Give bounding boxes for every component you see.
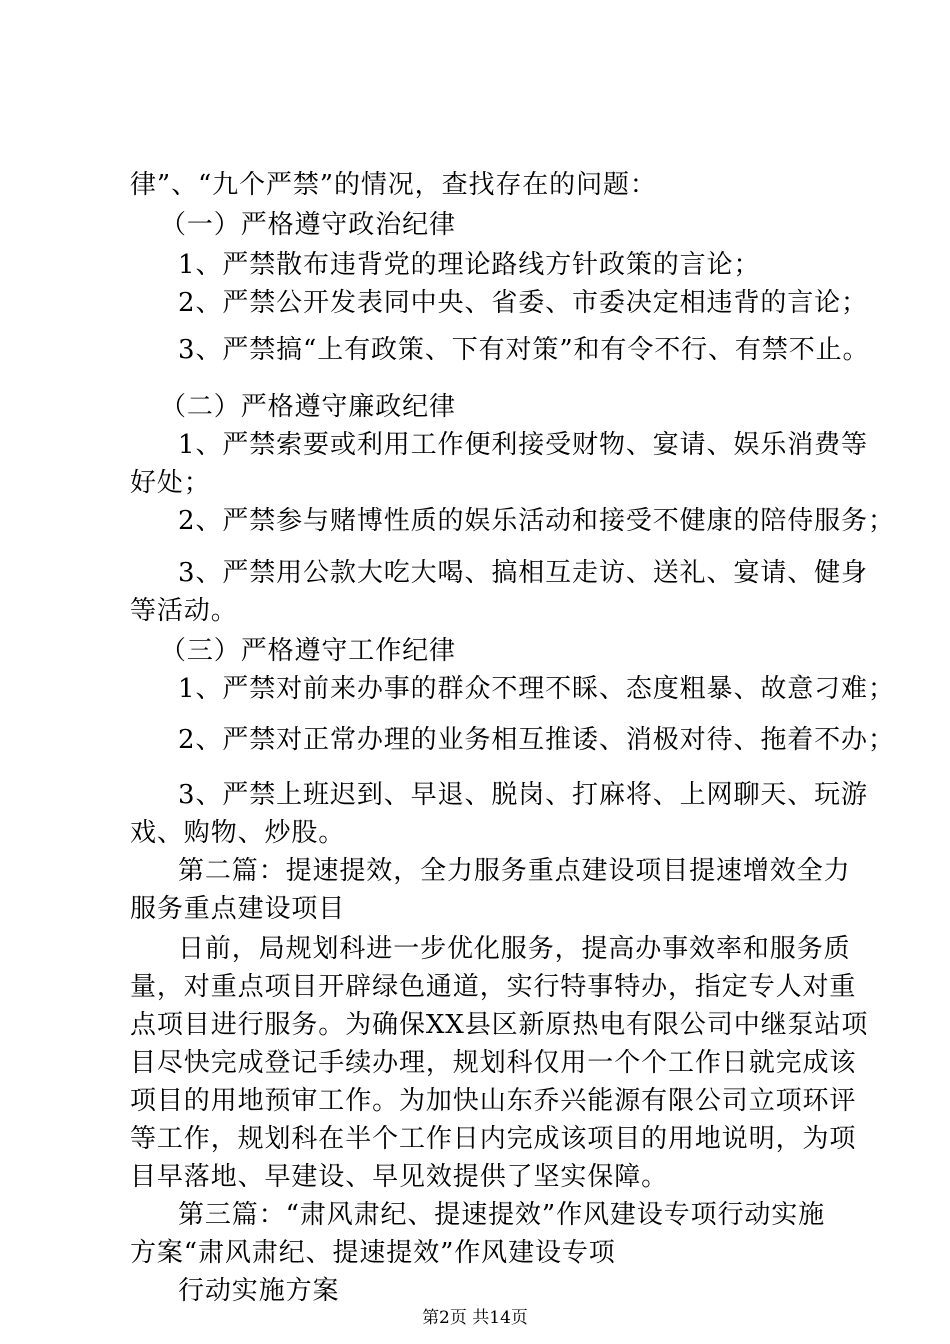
section-heading: （二）严格遵守廉政纪律 bbox=[160, 392, 456, 422]
text-line: 3、严禁搞“上有政策、下有对策”和有令不行、有禁不止。 bbox=[178, 335, 870, 365]
chapter-heading: 方案“肃风肃纪、提速提效”作风建设专项 bbox=[130, 1238, 616, 1268]
text-line: 1、严禁散布违背党的理论路线方针政策的言论； bbox=[178, 250, 761, 280]
text-line: 量，对重点项目开辟绿色通道，实行特事特办，指定专人对重 bbox=[130, 972, 857, 1002]
text-line: 项目的用地预审工作。为加快山东乔兴能源有限公司立项环评 bbox=[130, 1086, 857, 1116]
chapter-heading: 服务重点建设项目 bbox=[130, 894, 346, 924]
chapter-heading: 第三篇：“肃风肃纪、提速提效”作风建设专项行动实施 bbox=[178, 1200, 826, 1230]
text-line: 目早落地、早建设、早见效提供了坚实保障。 bbox=[130, 1162, 669, 1192]
text-line: 日前，局规划科进一步优化服务，提高办事效率和服务质 bbox=[178, 934, 851, 964]
chapter-heading: 第二篇：提速提效，全力服务重点建设项目提速增效全力 bbox=[178, 856, 851, 886]
text-line: 等工作，规划科在半个工作日内完成该项目的用地说明，为项 bbox=[130, 1124, 857, 1154]
text-line: 2、严禁参与赌博性质的娱乐活动和接受不健康的陪侍服务； bbox=[178, 506, 895, 536]
text-line: 3、严禁上班迟到、早退、脱岗、打麻将、上网聊天、玩游 bbox=[178, 780, 868, 810]
text-line: 1、严禁索要或利用工作便利接受财物、宴请、娱乐消费等 bbox=[178, 430, 868, 460]
section-heading: （一）严格遵守政治纪律 bbox=[160, 210, 456, 240]
text-line: 2、严禁对正常办理的业务相互推诿、消极对待、拖着不办； bbox=[178, 725, 895, 755]
page-footer bbox=[0, 1308, 950, 1328]
section-heading: （三）严格遵守工作纪律 bbox=[160, 636, 456, 666]
text-line: 律”、“九个严禁”的情况，查找存在的问题： bbox=[130, 170, 657, 200]
page-number: 第2页 共14页 bbox=[422, 1308, 528, 1328]
chapter-heading: 行动实施方案 bbox=[178, 1276, 340, 1306]
text-line: 点项目进行服务。为确保XX县区新原热电有限公司中继泵站项 bbox=[130, 1010, 869, 1040]
text-line: 好处； bbox=[130, 468, 211, 498]
text-line: 等活动。 bbox=[130, 596, 238, 626]
text-line: 2、严禁公开发表同中央、省委、市委决定相违背的言论； bbox=[178, 288, 868, 318]
text-line: 目尽快完成登记手续办理，规划科仅用一个个工作日就完成该 bbox=[130, 1048, 857, 1078]
text-line: 3、严禁用公款大吃大喝、搞相互走访、送礼、宴请、健身 bbox=[178, 558, 868, 588]
text-line: 1、严禁对前来办事的群众不理不睬、态度粗暴、故意刁难； bbox=[178, 674, 895, 704]
text-line: 戏、购物、炒股。 bbox=[130, 818, 346, 848]
